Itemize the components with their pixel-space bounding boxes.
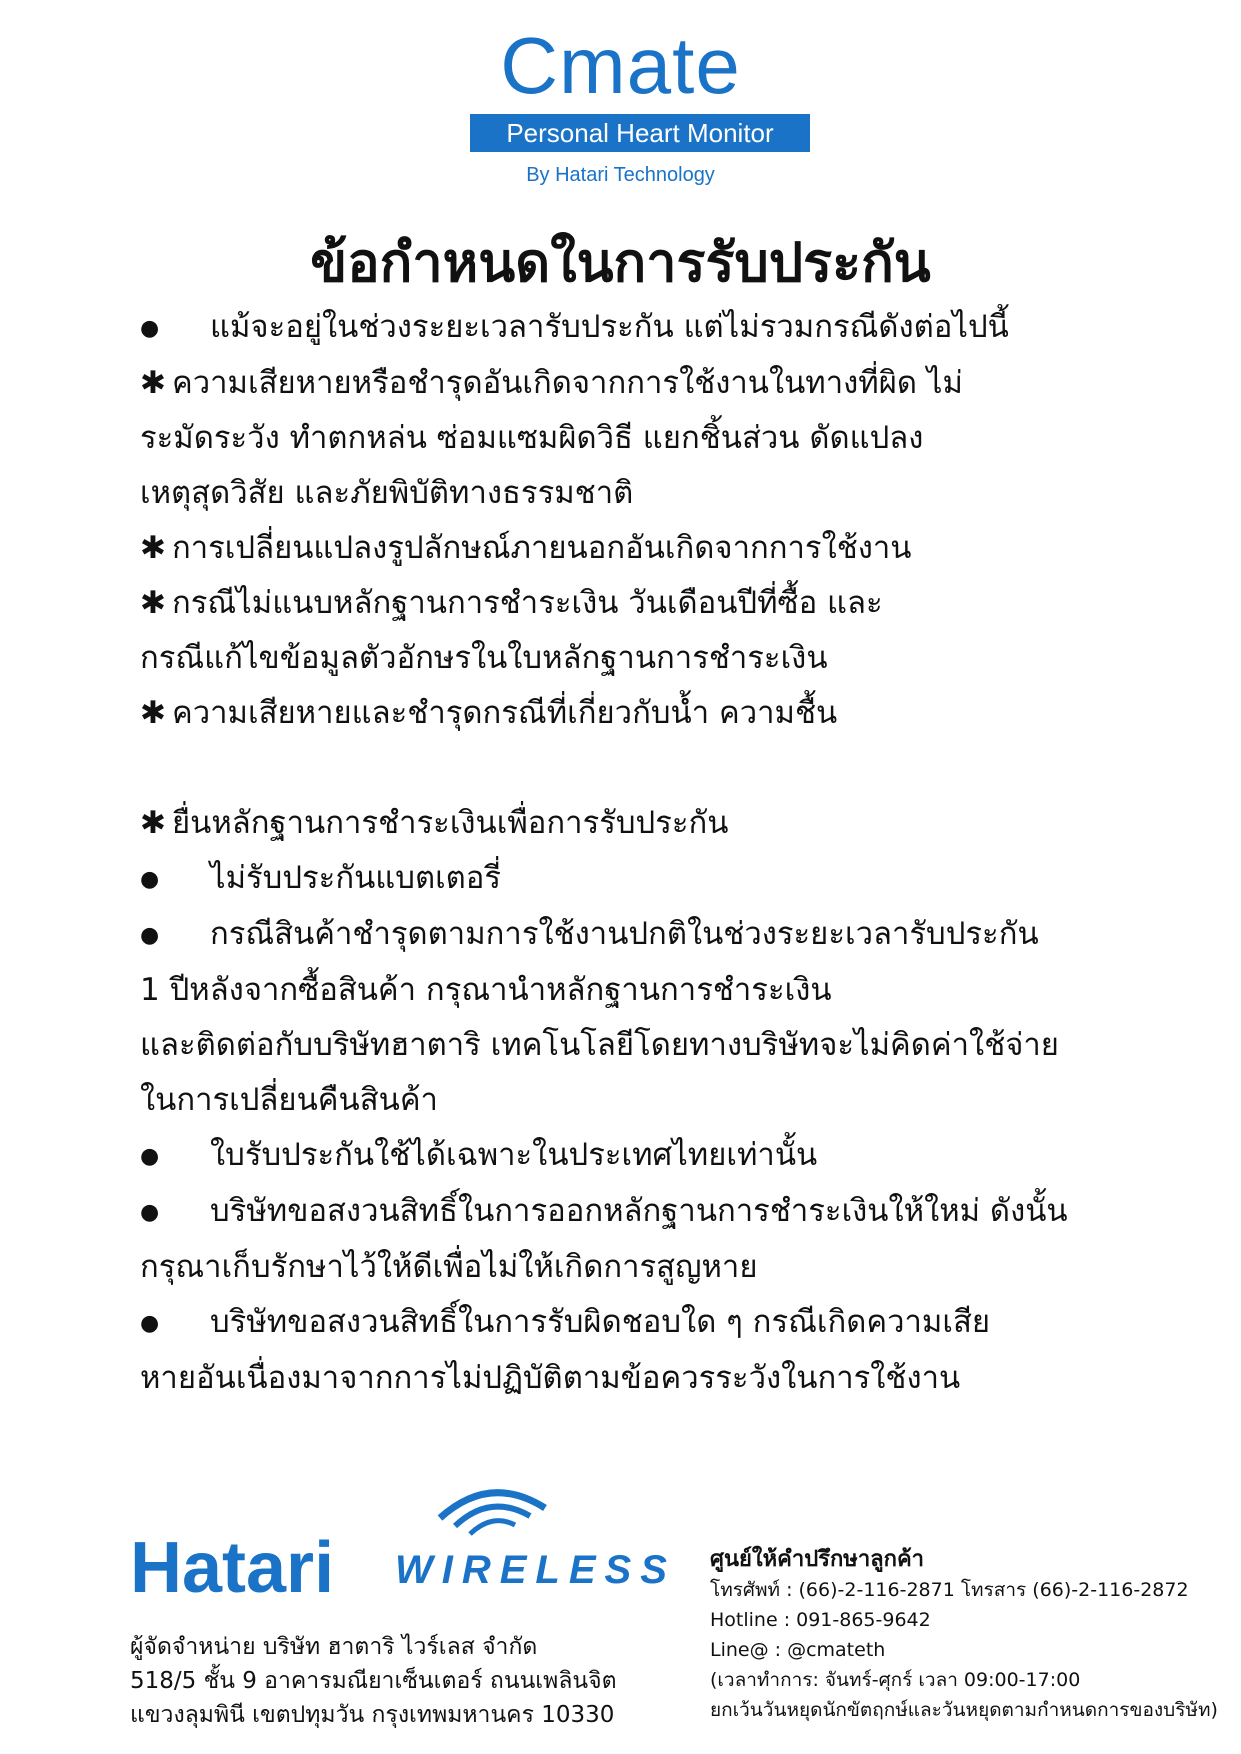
- term-line: ✱ ความเสียหายหรือชำรุดอันเกิดจากการใช้งานในทางที่ผิด ไม่: [140, 365, 963, 401]
- term-line: ● บริษัทขอสงวนสิทธิ์ในการรับผิดชอบใด ๆ กรณีเกิดความเสีย: [140, 1295, 1180, 1351]
- term-line: กรณีแก้ไขข้อมูลตัวอักษรในใบหลักฐานการชำระเงิน: [140, 640, 828, 676]
- contact-heading: ศูนย์ให้คำปรึกษาลูกค้า: [710, 1547, 925, 1572]
- hatari-wordmark: Hatari: [130, 1528, 335, 1608]
- customer-service-contact: [710, 1545, 1218, 1725]
- distributor-line: ผู้จัดจำหน่าย บริษัท ฮาตาริ ไวร์เลส จำกัด: [130, 1634, 538, 1660]
- bullet-icon: ●: [140, 1200, 160, 1225]
- distributor-line: 518/5 ชั้น 9 อาคารมณียาเซ็นเตอร์ ถนนเพลินจิต: [130, 1668, 617, 1694]
- wireless-wordmark: WIRELESS: [395, 1548, 676, 1592]
- term-line: ✱ ความเสียหายและชำรุดกรณีที่เกี่ยวกับน้ำ ความชื้น: [140, 695, 838, 731]
- bullet-icon: ●: [140, 923, 160, 948]
- term-line: ✱ ยื่นหลักฐานการชำระเงินเพื่อการรับประกัน: [140, 805, 729, 841]
- term-line: เหตุสุดวิสัย และภัยพิบัติทางธรรมชาติ: [140, 475, 634, 511]
- bullet-icon: ●: [140, 1144, 160, 1169]
- term-line: กรุณาเก็บรักษาไว้ให้ดีเพื่อไม่ให้เกิดการสูญหาย: [140, 1249, 758, 1285]
- bullet-icon: ●: [140, 867, 160, 892]
- asterisk-icon: ✱: [140, 695, 166, 731]
- term-line: หายอันเนื่องมาจากการไม่ปฏิบัติตามข้อควรระวังในการใช้งาน: [140, 1360, 961, 1396]
- term-line: ● ใบรับประกันใช้ได้เฉพาะในประเทศไทยเท่านั้น: [140, 1128, 1180, 1184]
- contact-hotline: Hotline : 091-865-9642: [710, 1609, 931, 1631]
- personal-heart-monitor-banner: Personal Heart Monitor: [470, 114, 810, 152]
- bullet-icon: ●: [140, 1311, 160, 1336]
- contact-holidays: ยกเว้นวันหยุดนักขัตฤกษ์และวันหยุดตามกำหนดการของบริษัท): [710, 1699, 1218, 1721]
- term-line: ✱ กรณีไม่แนบหลักฐานการชำระเงิน วันเดือนปีที่ซื้อ และ: [140, 585, 883, 621]
- term-line: และติดต่อกับบริษัทฮาตาริ เทคโนโลยีโดยทางบริษัทจะไม่คิดค่าใช้จ่าย: [140, 1027, 1059, 1063]
- cmate-logo-title: Cmate: [500, 21, 741, 110]
- asterisk-icon: ✱: [140, 805, 166, 841]
- contact-hours: (เวลาทำการ: จันทร์-ศุกร์ เวลา 09:00-17:00: [710, 1669, 1081, 1691]
- term-line: ● แม้จะอยู่ในช่วงระยะเวลารับประกัน แต่ไม่รวมกรณีดังต่อไปนี้: [140, 300, 1180, 356]
- term-line: 1 ปีหลังจากซื้อสินค้า กรุณานำหลักฐานการชำระเงิน: [140, 972, 832, 1008]
- distributor-address: [130, 1630, 617, 1732]
- warranty-terms: [140, 300, 1180, 1406]
- term-line: ระมัดระวัง ทำตกหล่น ซ่อมแซมผิดวิธี แยกชิ้นส่วน ดัดแปลง: [140, 420, 924, 456]
- asterisk-icon: ✱: [140, 365, 166, 401]
- wifi-waves-icon: [430, 1478, 550, 1538]
- bullet-icon: ●: [140, 316, 160, 341]
- term-line: ● บริษัทขอสงวนสิทธิ์ในการออกหลักฐานการชำระเงินให้ใหม่ ดังนั้น: [140, 1184, 1180, 1240]
- page-title: ข้อกำหนดในการรับประกัน: [310, 231, 931, 294]
- spacer: [140, 741, 1180, 796]
- asterisk-icon: ✱: [140, 530, 166, 566]
- asterisk-icon: ✱: [140, 585, 166, 621]
- term-line: ● กรณีสินค้าชำรุดตามการใช้งานปกติในช่วงระยะเวลารับประกัน: [140, 907, 1180, 963]
- contact-line-id: Line@ : @cmateth: [710, 1639, 886, 1661]
- contact-phone: โทรศัพท์ : (66)-2-116-2871 โทรสาร (66)-2-116-2872: [710, 1579, 1189, 1601]
- distributor-line: แขวงลุมพินี เขตปทุมวัน กรุงเทพมหานคร 10330: [130, 1702, 615, 1728]
- term-line: ✱ การเปลี่ยนแปลงรูปลักษณ์ภายนอกอันเกิดจากการใช้งาน: [140, 530, 912, 566]
- term-line: ในการเปลี่ยนคืนสินค้า: [140, 1082, 438, 1118]
- byline: By Hatari Technology: [526, 164, 715, 186]
- hatari-wireless-logo: [130, 1478, 676, 1618]
- term-line: ● ไม่รับประกันแบตเตอรี่: [140, 851, 1180, 907]
